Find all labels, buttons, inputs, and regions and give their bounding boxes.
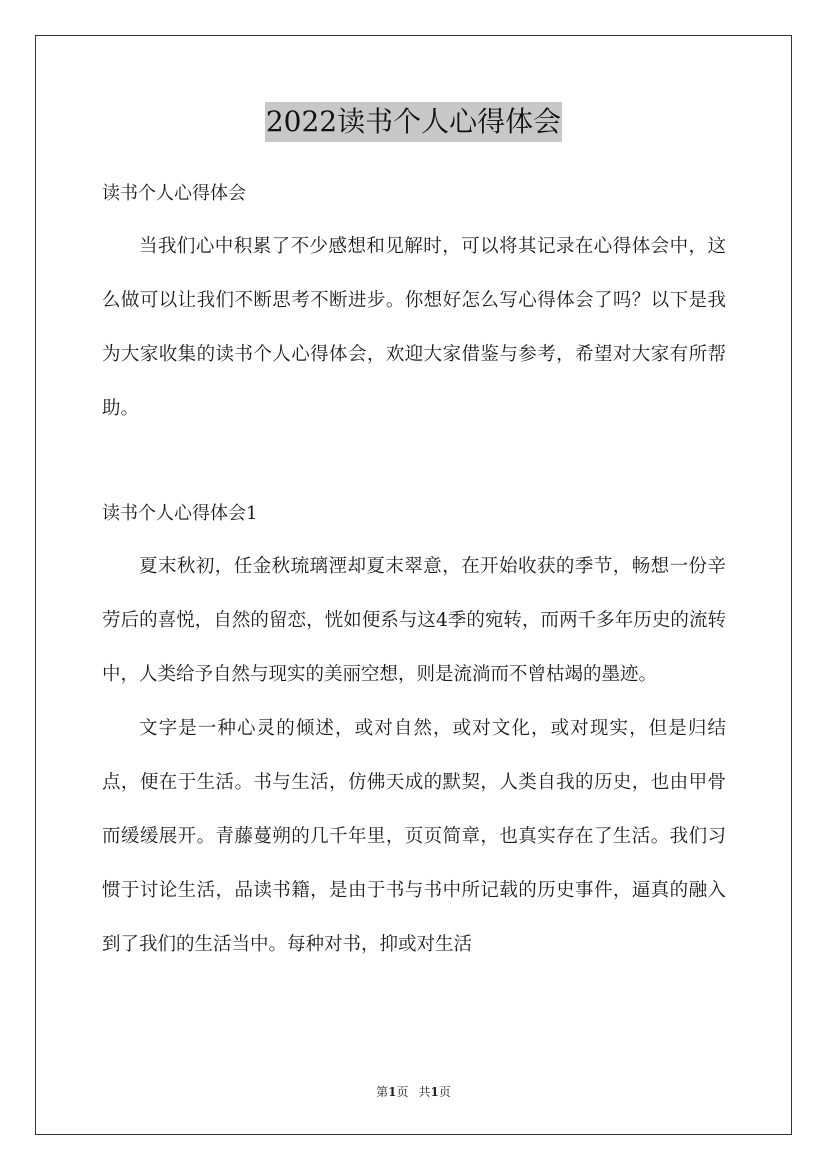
page-label-prefix: 第 [376, 1085, 389, 1099]
intro-heading: 读书个人心得体会 [102, 183, 246, 204]
document-title: 2022读书个人心得体会 [265, 102, 562, 142]
section-1-paragraph-2: 文字是一种心灵的倾述，或对自然，或对文化，或对现实，但是归结点，便在于生活。书与生活，仿佛天成的默契，人类自我的历史，也由甲骨而缓缓展开。青藤蔓朔的几千年里，页页简章，也真实存在了生活。我们习惯于讨论生活，品读书籍，是由于书与书中所记载的历史事件，逼真的融入到了我们的生活当中。每种对书，抑或对生活 [102, 718, 726, 955]
total-pages: 1 [430, 1085, 439, 1099]
title-container [0, 102, 827, 142]
section-1-paragraph-1: 夏末秋初，任金秋琉璃湮却夏末翠意，在开始收获的季节，畅想一份辛劳后的喜悦，自然的留恋，恍如便系与这4季的宛转，而两千多年历史的流转中，人类给予自然与现实的美丽空想，则是流淌而不曾枯竭的墨迹。 [102, 556, 726, 685]
section-1-heading: 读书个人心得体会1 [102, 503, 258, 524]
section-spacer [102, 436, 726, 488]
page-label-suffix: 页 [396, 1085, 409, 1099]
total-label-prefix: 共 [418, 1085, 431, 1099]
total-label-suffix: 页 [438, 1085, 451, 1099]
intro-paragraph: 当我们心中积累了不少感想和见解时，可以将其记录在心得体会中，这么做可以让我们不断思考不断进步。你想好怎么写心得体会了吗？以下是我为大家收集的读书个人心得体会，欢迎大家借鉴与参考，希望对大家有所帮助。 [102, 236, 726, 419]
page-number: 1 [388, 1085, 397, 1099]
document-body [102, 168, 726, 972]
page-footer [0, 1083, 827, 1101]
